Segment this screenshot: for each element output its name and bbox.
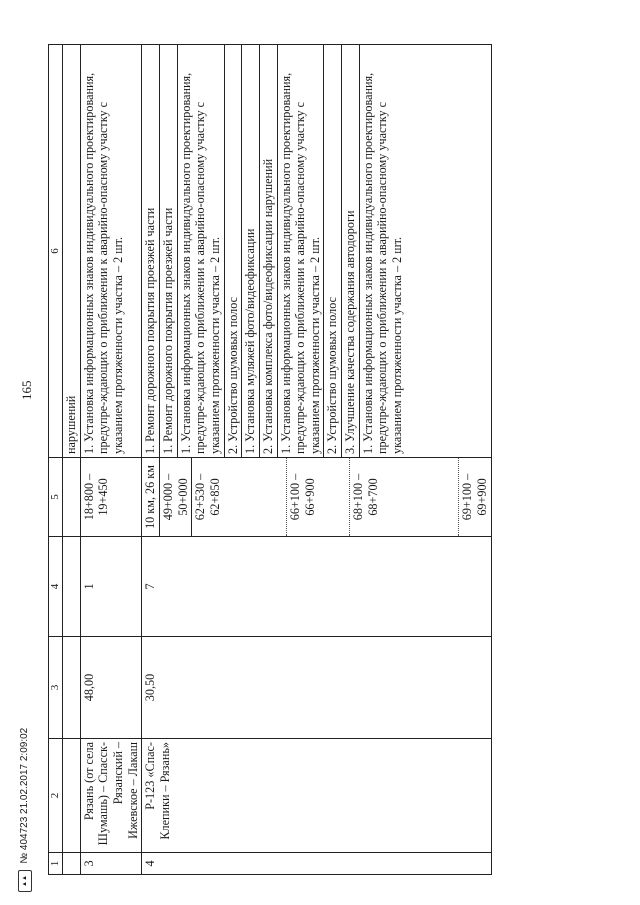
continuation-cell: нарушений — [63, 45, 81, 458]
col-header-4: 4 — [49, 537, 63, 637]
measure: 1. Ремонт дорожного покрытия проезжей части — [159, 45, 177, 457]
row-number: 4 — [142, 853, 491, 875]
measure: 3. Улучшение качества содержания автодороги — [341, 45, 359, 457]
km-range: 18+800 – 19+450 — [80, 458, 142, 537]
road-name: Рязань (от села Шумашь) – Спасск-Рязанский – Ижевское – Лакаш — [80, 739, 142, 853]
measures-table — [48, 44, 492, 875]
road-length: 48,00 — [80, 637, 142, 739]
road-length: 30,50 — [142, 637, 491, 739]
measure: 1. Установка информационных знаков индивидуального проектирования, предупре-ждающих о приближении к аварийно-опасному участку с указанием протяженности участка – 2 шт. — [80, 45, 142, 458]
km-column — [142, 458, 491, 537]
count: 7 — [142, 537, 491, 637]
count: 1 — [80, 537, 142, 637]
km-range: 66+100 – 66+900 — [286, 458, 349, 536]
measure: 1. Ремонт дорожного покрытия проезжей части — [143, 207, 158, 454]
col-header-1: 1 — [49, 853, 63, 875]
km-range: 68+100 – 68+700 — [349, 458, 458, 536]
document-footer — [18, 724, 32, 892]
measure: 2. Устройство шумовых полос — [224, 45, 242, 457]
table-row — [142, 45, 491, 875]
measure: 1. Установка информационных знаков индивидуального проектирования, предупре-ждающих о приближении к аварийно-опасному участку с указанием протяженности участка – 2 шт. — [177, 45, 224, 457]
measure: 2. Устройство шумовых полос — [323, 45, 341, 457]
rotated-table-page — [48, 45, 563, 875]
col-header-2: 2 — [49, 739, 63, 853]
col-header-6: 6 — [49, 45, 63, 458]
measure: 2. Установка комплекса фото/видеофиксации нарушений — [259, 45, 277, 457]
km-range: 10 км, 26 км — [143, 465, 158, 529]
col-header-3: 3 — [49, 637, 63, 739]
km-range: 49+000 – 50+000 — [159, 458, 191, 536]
table-row — [80, 45, 142, 875]
measure: 1. Установка муляжей фото/видеофиксации — [241, 45, 259, 457]
seal-icon: ▲▲ — [18, 870, 32, 892]
continuation-row — [63, 45, 81, 875]
km-range: 62+530 – 62+850 — [191, 458, 286, 536]
road-name: Р-123 «Спас-Клепики – Рязань» — [142, 739, 491, 853]
page-number: 165 — [19, 380, 34, 400]
km-range: 69+100 – 69+900 — [458, 458, 490, 536]
measure: 1. Установка информационных знаков индивидуального проектирования, предупре-ждающих о приближении к аварийно-опасному участку с указанием протяженности участка – 2 шт. — [359, 45, 406, 457]
measures-column — [142, 45, 491, 458]
header-row — [49, 45, 63, 875]
row-number: 3 — [80, 853, 142, 875]
col-header-5: 5 — [49, 458, 63, 537]
measure: 1. Установка информационных знаков индивидуального проектирования, предупре-ждающих о приближении к аварийно-опасному участку с указанием протяженности участка – 2 шт. — [277, 45, 324, 457]
doc-number: № 404723 21.02.2017 2:09:02 — [19, 727, 31, 864]
